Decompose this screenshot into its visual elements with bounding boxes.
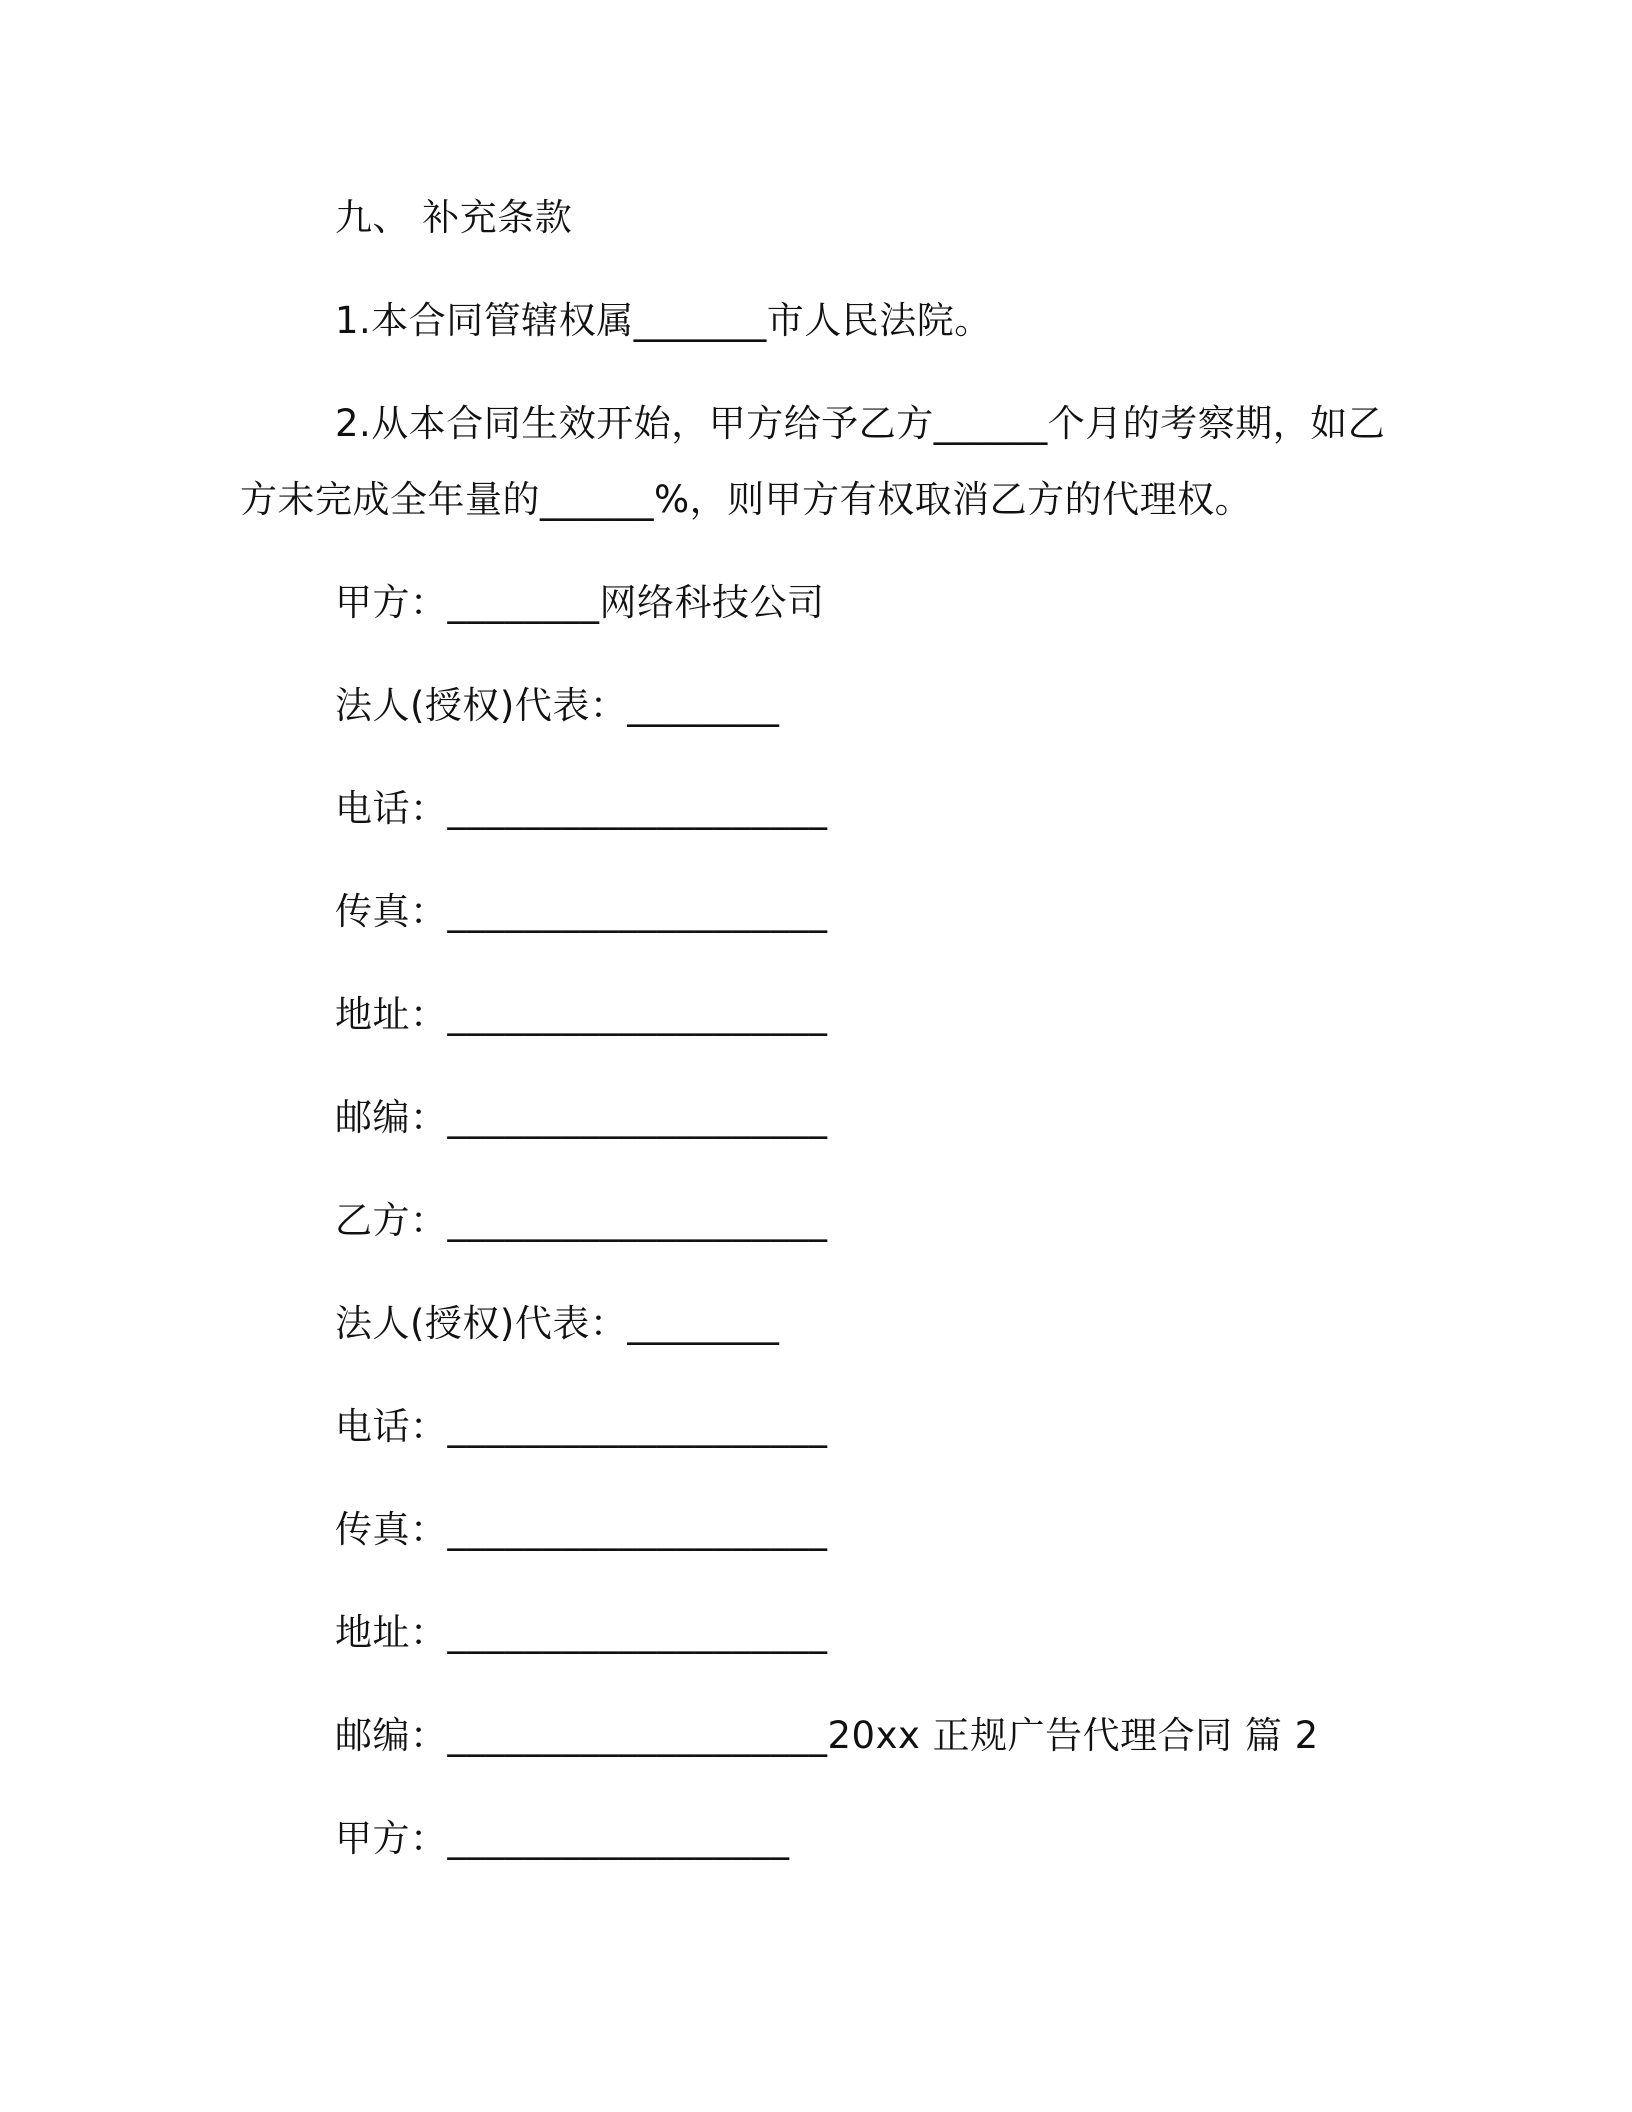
clause-jurisdiction: 1.本合同管辖权属_______市人民法院。: [335, 299, 992, 342]
party-b-phone: 电话：____________________: [335, 1405, 828, 1448]
party-b-fax: 传真：____________________: [335, 1508, 828, 1551]
party-a-address: 地址：____________________: [335, 993, 828, 1036]
section-heading: 九、 补充条款: [335, 196, 573, 239]
clause-probation-line-1: 2.从本合同生效开始，甲方给予乙方______个月的考察期，如乙: [335, 402, 1386, 445]
party-b-address: 地址：____________________: [335, 1611, 828, 1654]
party-b-name: 乙方：____________________: [335, 1199, 828, 1242]
party-a-postcode: 邮编：____________________: [335, 1096, 828, 1139]
party-b-postcode-and-next-title: 邮编：____________________20xx 正规广告代理合同 篇 2: [335, 1714, 1319, 1757]
party-a-representative: 法人(授权)代表：________: [335, 684, 780, 727]
clause-probation-line-2: 方未完成全年量的______%，则甲方有权取消乙方的代理权。: [240, 478, 1253, 521]
party-a-name: 甲方：________网络科技公司: [335, 581, 825, 624]
party-a-fax: 传真：____________________: [335, 890, 828, 933]
party-b-representative: 法人(授权)代表：________: [335, 1302, 780, 1345]
next-contract-party-a: 甲方：__________________: [335, 1817, 790, 1860]
party-a-phone: 电话：____________________: [335, 787, 828, 830]
